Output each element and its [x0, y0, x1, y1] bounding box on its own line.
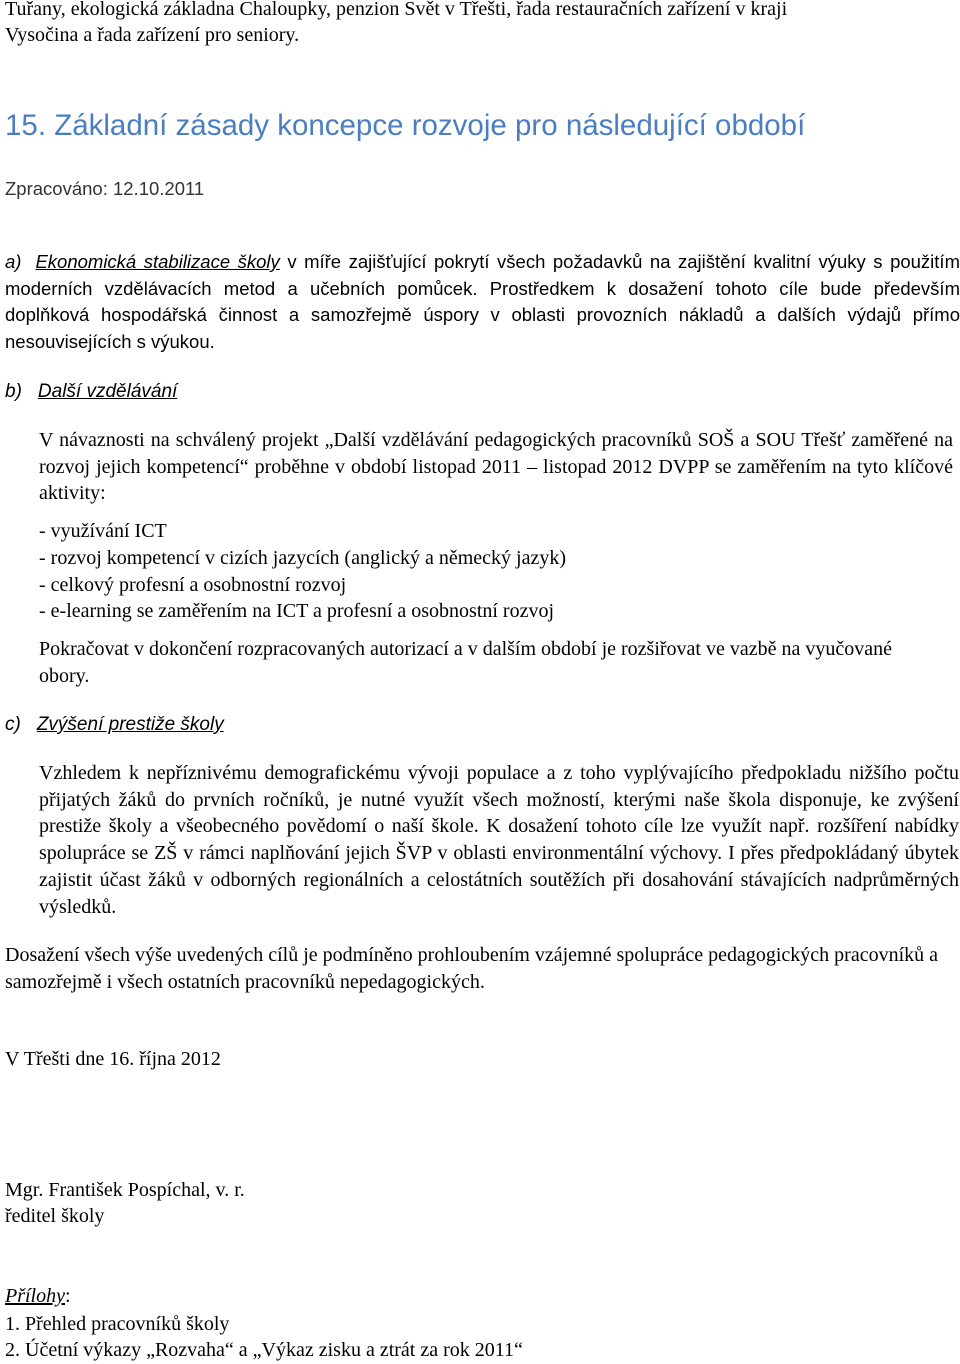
attachment-item: 2. Účetní výkazy „Rozvaha“ a „Výkaz zisku a ztrát za rok 2011“ [5, 1339, 523, 1361]
signature-name: Mgr. František Pospíchal, v. r. [5, 1179, 245, 1201]
part-a-text: v míře zajišťující pokrytí všech požadavků na zajištění kvalitní výuky s použitím moderních vzdělávacích metod a učebních pomůcek. Prostředkem k dosažení tohoto cíle bude především doplňková hospodářská činnost a samozřejmě úspory v oblasti provozních nákladů a dalších výdajů přímo nesouvisejících s výukou. [5, 251, 960, 353]
date-line: V Třešti dne 16. října 2012 [5, 1048, 221, 1070]
conclusion-paragraph: Dosažení všech výše uvedených cílů je podmíněno prohloubením vzájemné spolupráce pedagogických pracovníků a samozřejmě i všech ostatních pracovníků nepedagogických. [5, 944, 939, 993]
part-b-item: - využívání ICT [39, 520, 167, 542]
part-b-closing: Pokračovat v dokončení rozpracovaných autorizací a v dalším období je rozšiřovat ve vazbě na vyučované obory. [39, 638, 893, 687]
prepared-date: Zpracováno: 12.10.2011 [5, 178, 205, 199]
part-b-paragraph: V návaznosti na schválený projekt „Další vzdělávání pedagogických pracovníků SOŠ a SOU Třešť zaměřené na rozvoj jejich kompetencí“ proběhne v období listopad 2011 – listopad 2012 DVPP se zaměřením na tyto klíčové aktivity: [39, 429, 953, 505]
part-a-paragraph [5, 249, 960, 356]
part-b-heading [5, 379, 177, 405]
part-c-letter: c) [5, 714, 21, 735]
attachment-item: 1. Přehled pracovníků školy [5, 1313, 230, 1335]
part-a-letter: a) [5, 251, 22, 272]
part-c-paragraph: Vzhledem k nepříznivému demografickému vývoji populace a z toho vyplývajícího předpokladu nižšího počtu přijatých žáků do prvních ročníků, je nutné využít všech možností, kterými naše škola disponuje, ke zvýšení prestiže školy a všeobecného povědomí o naší škole. K dosažení tohoto cíle lze využít např. rozšíření nabídky spolupráce se ZŠ v rámci naplňování jejich ŠVP v oblasti environmentální výchovy. I přes předpokládaný úbytek zajistit účast žáků v odborných regionálních a celostátních soutěžích při dosahování stávajících nadprůměrných výsledků. [39, 762, 959, 918]
signature-role: ředitel školy [5, 1205, 105, 1227]
attachments-colon: : [65, 1285, 71, 1307]
part-b-item: - e-learning se zaměřením na ICT a profesní a osobnostní rozvoj [39, 600, 555, 622]
part-c-title: Zvýšení prestiže školy [36, 714, 224, 735]
part-b-title: Další vzdělávání [37, 381, 178, 402]
part-b-letter: b) [5, 381, 22, 402]
part-a-title: Ekonomická stabilizace školy [35, 251, 280, 272]
intro-line-1: Tuřany, ekologická základna Chaloupky, penzion Svět v Třešti, řada restauračních zařízení v kraji [5, 0, 788, 20]
intro-line-2: Vysočina a řada zařízení pro seniory. [5, 24, 300, 46]
attachments-heading [5, 1283, 71, 1310]
section-heading: 15. Základní zásady koncepce rozvoje pro následující období [5, 109, 806, 142]
part-c-heading [5, 712, 224, 738]
attachments-label: Přílohy [5, 1285, 65, 1307]
part-b-item: - celkový profesní a osobnostní rozvoj [39, 574, 347, 596]
part-b-item: - rozvoj kompetencí v cizích jazycích (anglický a německý jazyk) [39, 547, 566, 569]
